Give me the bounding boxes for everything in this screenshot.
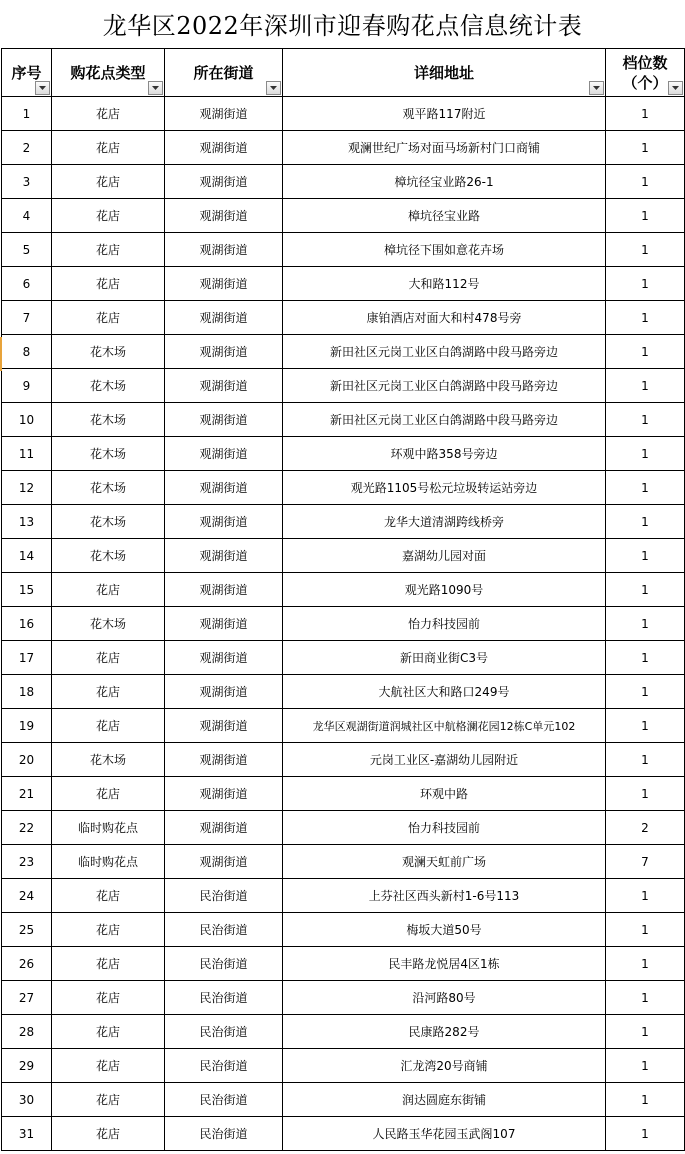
page-title: 龙华区2022年深圳市迎春购花点信息统计表 — [102, 12, 583, 40]
cell-street[interactable]: 民治街道 — [165, 981, 283, 1015]
table-row — [2, 1015, 685, 1049]
cell-type[interactable]: 花木场 — [52, 505, 165, 539]
header-type-label: 购花点类型 — [70, 63, 146, 82]
table-header-row — [2, 49, 685, 97]
cell-type[interactable]: 花木场 — [52, 437, 165, 471]
table-row — [2, 165, 685, 199]
cell-seq[interactable]: 11 — [2, 437, 52, 471]
cell-street[interactable]: 民治街道 — [165, 879, 283, 913]
cell-street[interactable]: 观湖街道 — [165, 811, 283, 845]
table-row — [2, 403, 685, 437]
cell-seq[interactable]: 28 — [2, 1015, 52, 1049]
cell-seq[interactable]: 24 — [2, 879, 52, 913]
cell-type[interactable]: 花店 — [52, 267, 165, 301]
cell-address[interactable]: 樟坑径宝业路26-1 — [283, 165, 606, 199]
cell-seq[interactable]: 29 — [2, 1049, 52, 1083]
table-row — [2, 539, 685, 573]
cell-count[interactable]: 7 — [606, 845, 685, 879]
cell-count[interactable]: 1 — [606, 1015, 685, 1049]
cell-type[interactable]: 花店 — [52, 233, 165, 267]
cell-street[interactable]: 观湖街道 — [165, 539, 283, 573]
cell-address[interactable]: 龙华区观湖街道润城社区中航格澜花园12栋C单元102 — [283, 709, 606, 743]
cell-street[interactable]: 观湖街道 — [165, 777, 283, 811]
cell-street[interactable]: 观湖街道 — [165, 131, 283, 165]
cell-type[interactable]: 花木场 — [52, 539, 165, 573]
cell-seq[interactable]: 31 — [2, 1117, 52, 1151]
cell-type[interactable]: 花店 — [52, 1015, 165, 1049]
table-row — [2, 1117, 685, 1151]
cell-address[interactable]: 怡力科技园前 — [283, 607, 606, 641]
cell-seq[interactable]: 14 — [2, 539, 52, 573]
cell-street[interactable]: 观湖街道 — [165, 301, 283, 335]
cell-count[interactable]: 1 — [606, 97, 685, 131]
cell-type[interactable]: 花店 — [52, 131, 165, 165]
table-row — [2, 505, 685, 539]
cell-address[interactable]: 怡力科技园前 — [283, 811, 606, 845]
cell-seq[interactable]: 23 — [2, 845, 52, 879]
header-count — [606, 49, 685, 97]
cell-address[interactable]: 观平路117附近 — [283, 97, 606, 131]
cell-street[interactable]: 观湖街道 — [165, 267, 283, 301]
cell-address[interactable]: 嘉湖幼儿园对面 — [283, 539, 606, 573]
cell-seq[interactable]: 15 — [2, 573, 52, 607]
table-row — [2, 335, 685, 369]
cell-seq[interactable]: 21 — [2, 777, 52, 811]
cell-type[interactable]: 花店 — [52, 709, 165, 743]
table-row — [2, 573, 685, 607]
cell-street[interactable]: 观湖街道 — [165, 743, 283, 777]
cell-type[interactable]: 花店 — [52, 879, 165, 913]
cell-seq[interactable]: 2 — [2, 131, 52, 165]
cell-count[interactable]: 1 — [606, 301, 685, 335]
table-row — [2, 199, 685, 233]
cell-address[interactable]: 樟坑径宝业路 — [283, 199, 606, 233]
cell-street[interactable]: 观湖街道 — [165, 165, 283, 199]
cell-type[interactable]: 花店 — [52, 777, 165, 811]
cell-type[interactable]: 花店 — [52, 165, 165, 199]
table-row — [2, 1049, 685, 1083]
cell-seq[interactable]: 9 — [2, 369, 52, 403]
table-row — [2, 845, 685, 879]
cell-count[interactable]: 1 — [606, 335, 685, 369]
cell-seq[interactable]: 30 — [2, 1083, 52, 1117]
header-count-label: 档位数（个） — [622, 53, 668, 92]
cell-address[interactable]: 观澜世纪广场对面马场新村门口商铺 — [283, 131, 606, 165]
filter-dropdown-icon[interactable] — [35, 81, 50, 95]
table-row — [2, 607, 685, 641]
cell-address[interactable]: 观澜天虹前广场 — [283, 845, 606, 879]
header-seq — [2, 49, 52, 97]
table-row — [2, 437, 685, 471]
cell-address[interactable]: 新田商业街C3号 — [283, 641, 606, 675]
cell-address[interactable]: 新田社区元岗工业区白鸽湖路中段马路旁边 — [283, 335, 606, 369]
table-row — [2, 97, 685, 131]
table-row — [2, 709, 685, 743]
cell-street[interactable]: 观湖街道 — [165, 437, 283, 471]
cell-type[interactable]: 花店 — [52, 97, 165, 131]
cell-street[interactable]: 观湖街道 — [165, 709, 283, 743]
cell-type[interactable]: 花店 — [52, 1117, 165, 1151]
cell-seq[interactable]: 19 — [2, 709, 52, 743]
cell-type[interactable]: 花木场 — [52, 335, 165, 369]
cell-address[interactable]: 汇龙湾20号商铺 — [283, 1049, 606, 1083]
cell-street[interactable]: 观湖街道 — [165, 199, 283, 233]
cell-seq[interactable]: 4 — [2, 199, 52, 233]
table-row — [2, 471, 685, 505]
cell-address[interactable]: 观光路1090号 — [283, 573, 606, 607]
cell-count[interactable]: 1 — [606, 1083, 685, 1117]
cell-street[interactable]: 观湖街道 — [165, 641, 283, 675]
cell-address[interactable]: 康铂酒店对面大和村478号旁 — [283, 301, 606, 335]
cell-count[interactable]: 1 — [606, 199, 685, 233]
cell-count[interactable]: 1 — [606, 913, 685, 947]
cell-count[interactable]: 1 — [606, 369, 685, 403]
cell-count[interactable]: 1 — [606, 437, 685, 471]
cell-count[interactable]: 1 — [606, 267, 685, 301]
cell-street[interactable]: 观湖街道 — [165, 505, 283, 539]
cell-street[interactable]: 观湖街道 — [165, 607, 283, 641]
filter-dropdown-icon[interactable] — [266, 81, 281, 95]
cell-address[interactable]: 人民路玉华花园玉武阁107 — [283, 1117, 606, 1151]
cell-street[interactable]: 民治街道 — [165, 1049, 283, 1083]
filter-dropdown-icon[interactable] — [668, 81, 683, 95]
table-row — [2, 947, 685, 981]
cell-count[interactable]: 1 — [606, 505, 685, 539]
cell-count[interactable]: 1 — [606, 471, 685, 505]
cell-seq[interactable]: 22 — [2, 811, 52, 845]
cell-address[interactable]: 元岗工业区-嘉湖幼儿园附近 — [283, 743, 606, 777]
table-row — [2, 981, 685, 1015]
cell-seq[interactable]: 10 — [2, 403, 52, 437]
header-seq-label: 序号 — [11, 63, 42, 82]
cell-type[interactable]: 花店 — [52, 199, 165, 233]
cell-seq[interactable]: 27 — [2, 981, 52, 1015]
cell-seq[interactable]: 12 — [2, 471, 52, 505]
flower-points-table — [1, 48, 685, 1151]
cell-seq[interactable]: 17 — [2, 641, 52, 675]
cell-seq[interactable]: 16 — [2, 607, 52, 641]
cell-seq[interactable]: 25 — [2, 913, 52, 947]
cell-address[interactable]: 上芬社区西头新村1-6号113 — [283, 879, 606, 913]
cell-address[interactable]: 龙华大道清湖跨线桥旁 — [283, 505, 606, 539]
table-row — [2, 811, 685, 845]
filter-dropdown-icon[interactable] — [148, 81, 163, 95]
cell-address[interactable]: 樟坑径下围如意花卉场 — [283, 233, 606, 267]
cell-type[interactable]: 花店 — [52, 981, 165, 1015]
cell-count[interactable]: 1 — [606, 573, 685, 607]
cell-seq[interactable]: 26 — [2, 947, 52, 981]
cell-street[interactable]: 观湖街道 — [165, 97, 283, 131]
header-street-label: 所在街道 — [193, 63, 254, 82]
cell-address[interactable]: 大航社区大和路口249号 — [283, 675, 606, 709]
header-type — [52, 49, 165, 97]
cell-count[interactable]: 1 — [606, 743, 685, 777]
header-address-label: 详细地址 — [413, 63, 474, 82]
cell-address[interactable]: 新田社区元岗工业区白鸽湖路中段马路旁边 — [283, 369, 606, 403]
cell-count[interactable]: 1 — [606, 1049, 685, 1083]
cell-street[interactable]: 民治街道 — [165, 1117, 283, 1151]
cell-street[interactable]: 观湖街道 — [165, 369, 283, 403]
table-row — [2, 675, 685, 709]
cell-street[interactable]: 观湖街道 — [165, 403, 283, 437]
cell-count[interactable]: 1 — [606, 709, 685, 743]
cell-type[interactable]: 花店 — [52, 675, 165, 709]
table-row — [2, 369, 685, 403]
cell-street[interactable]: 民治街道 — [165, 947, 283, 981]
cell-seq[interactable]: 6 — [2, 267, 52, 301]
cell-type[interactable]: 花木场 — [52, 369, 165, 403]
cell-type[interactable]: 花店 — [52, 913, 165, 947]
cell-count[interactable]: 1 — [606, 1117, 685, 1151]
cell-type[interactable]: 花店 — [52, 301, 165, 335]
cell-address[interactable]: 民康路282号 — [283, 1015, 606, 1049]
cell-seq[interactable]: 20 — [2, 743, 52, 777]
cell-type[interactable]: 花店 — [52, 1049, 165, 1083]
cell-count[interactable]: 1 — [606, 641, 685, 675]
cell-type[interactable]: 花木场 — [52, 471, 165, 505]
cell-address[interactable]: 环观中路 — [283, 777, 606, 811]
cell-type[interactable]: 花店 — [52, 947, 165, 981]
cell-address[interactable]: 润达圆庭东街铺 — [283, 1083, 606, 1117]
cell-address[interactable]: 梅坂大道50号 — [283, 913, 606, 947]
header-street — [165, 49, 283, 97]
cell-type[interactable]: 花木场 — [52, 403, 165, 437]
cell-street[interactable]: 民治街道 — [165, 1015, 283, 1049]
cell-seq[interactable]: 8 — [2, 335, 52, 369]
cell-type[interactable]: 花木场 — [52, 743, 165, 777]
cell-count[interactable]: 1 — [606, 165, 685, 199]
cell-seq[interactable]: 7 — [2, 301, 52, 335]
cell-count[interactable]: 1 — [606, 233, 685, 267]
cell-address[interactable]: 大和路112号 — [283, 267, 606, 301]
cell-address[interactable]: 观光路1105号松元垃圾转运站旁边 — [283, 471, 606, 505]
cell-type[interactable]: 临时购花点 — [52, 845, 165, 879]
cell-address[interactable]: 民丰路龙悦居4区1栋 — [283, 947, 606, 981]
cell-count[interactable]: 1 — [606, 539, 685, 573]
cell-type[interactable]: 花店 — [52, 1083, 165, 1117]
table-row — [2, 131, 685, 165]
cell-count[interactable]: 1 — [606, 131, 685, 165]
table-row — [2, 879, 685, 913]
table-row — [2, 777, 685, 811]
cell-count[interactable]: 1 — [606, 947, 685, 981]
cell-street[interactable]: 民治街道 — [165, 913, 283, 947]
cell-count[interactable]: 1 — [606, 675, 685, 709]
table-row — [2, 743, 685, 777]
table-row — [2, 1083, 685, 1117]
table-row — [2, 301, 685, 335]
row-selection-marker — [0, 337, 2, 371]
cell-count[interactable]: 1 — [606, 607, 685, 641]
cell-seq[interactable]: 5 — [2, 233, 52, 267]
cell-seq[interactable]: 3 — [2, 165, 52, 199]
cell-address[interactable]: 沿河路80号 — [283, 981, 606, 1015]
cell-type[interactable]: 花木场 — [52, 607, 165, 641]
cell-street[interactable]: 观湖街道 — [165, 675, 283, 709]
header-address — [283, 49, 606, 97]
table-row — [2, 913, 685, 947]
table-row — [2, 233, 685, 267]
cell-street[interactable]: 观湖街道 — [165, 573, 283, 607]
cell-type[interactable]: 临时购花点 — [52, 811, 165, 845]
cell-street[interactable]: 观湖街道 — [165, 233, 283, 267]
cell-count[interactable]: 2 — [606, 811, 685, 845]
cell-street[interactable]: 民治街道 — [165, 1083, 283, 1117]
cell-street[interactable]: 观湖街道 — [165, 335, 283, 369]
cell-type[interactable]: 花店 — [52, 641, 165, 675]
cell-address[interactable]: 环观中路358号旁边 — [283, 437, 606, 471]
filter-dropdown-icon[interactable] — [589, 81, 604, 95]
table-row — [2, 641, 685, 675]
cell-type[interactable]: 花店 — [52, 573, 165, 607]
table-row — [2, 267, 685, 301]
cell-count[interactable]: 1 — [606, 879, 685, 913]
cell-seq[interactable]: 13 — [2, 505, 52, 539]
cell-count[interactable]: 1 — [606, 403, 685, 437]
cell-street[interactable]: 观湖街道 — [165, 471, 283, 505]
cell-count[interactable]: 1 — [606, 981, 685, 1015]
cell-count[interactable]: 1 — [606, 777, 685, 811]
cell-seq[interactable]: 18 — [2, 675, 52, 709]
cell-street[interactable]: 观湖街道 — [165, 845, 283, 879]
cell-address[interactable]: 新田社区元岗工业区白鸽湖路中段马路旁边 — [283, 403, 606, 437]
cell-seq[interactable]: 1 — [2, 97, 52, 131]
